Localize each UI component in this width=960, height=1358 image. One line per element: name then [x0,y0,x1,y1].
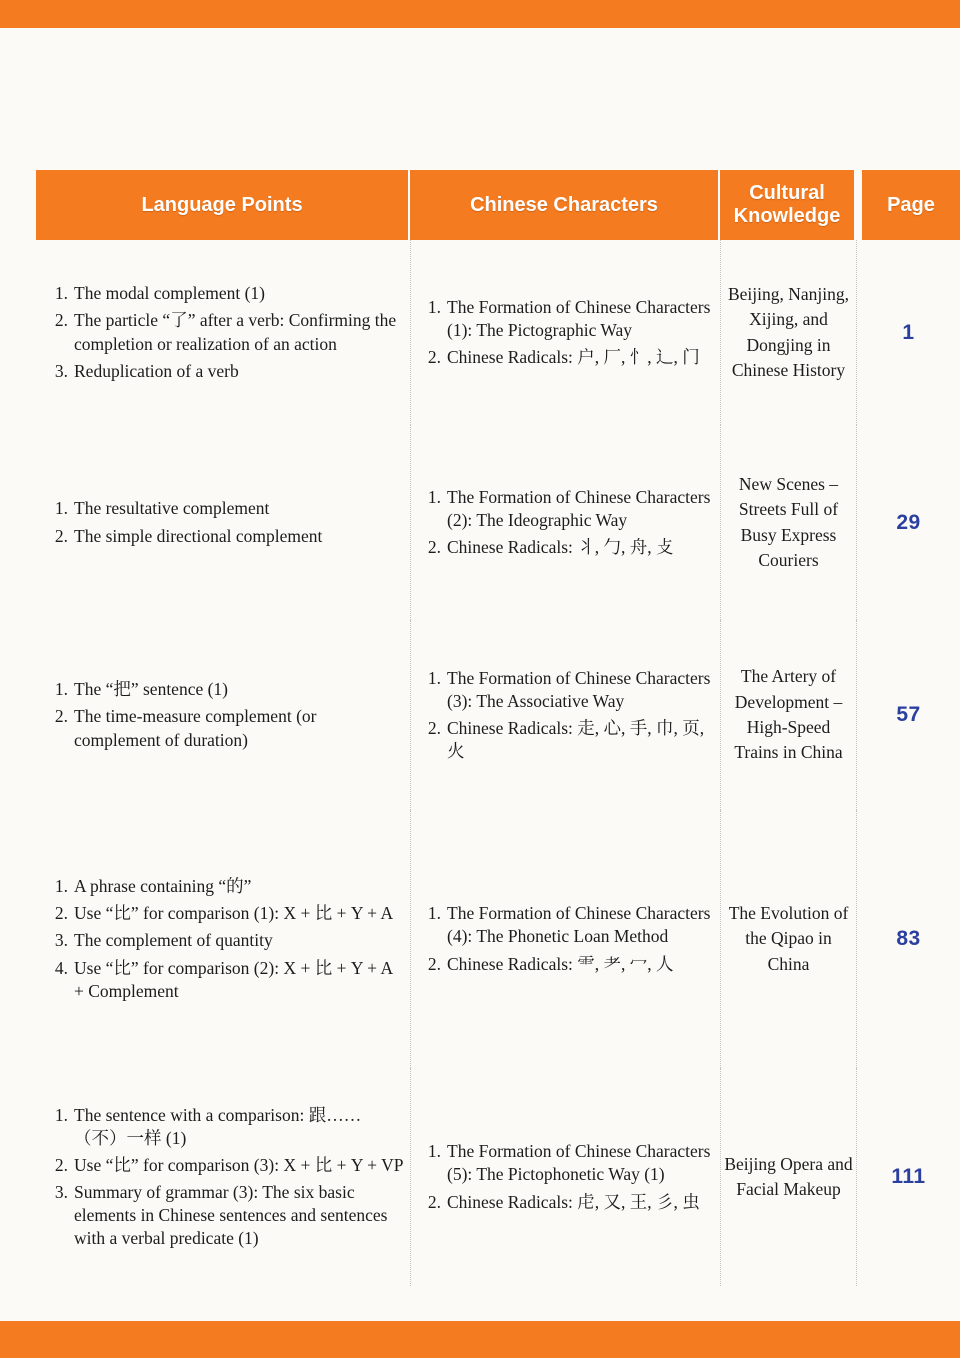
page-number-cell [856,425,960,620]
list-item: 2. The time-measure complement (or complement of duration) [54,706,317,750]
bottom-accent-bar [0,1321,960,1358]
language-points-cell [36,810,410,1068]
list-item: 2. Chinese Radicals: 虍, 又, 王, 彡, 虫 [427,1191,700,1212]
page-number: 111 [891,1165,926,1188]
table-row [36,240,960,425]
list-item: 3. The complement of quantity [54,930,273,951]
language-points-cell [36,1068,410,1286]
list-item: 1. The Formation of Chinese Characters (3): The Associative Way [427,667,711,711]
cultural-knowledge-cell: New Scenes – Streets Full of Busy Express Couriers [720,425,856,620]
list-item: 4. Use “比” for comparison (2): X + 比 + Y + A + Complement [54,957,393,1001]
list-item: 2. Use “比” for comparison (1): X + 比 + Y + A [54,903,394,924]
page-number: 57 [896,703,921,726]
chinese-characters-cell [410,240,720,425]
list-item: 2. Chinese Radicals: 走, 心, 手, 巾, 页, 火 [427,718,705,762]
list-item: 1. The “把” sentence (1) [54,679,229,700]
page-number: 1 [902,320,915,344]
page-number-cell [856,810,960,1068]
list-item: 1. The sentence with a comparison: 跟……（不）一样 (1) [54,1104,362,1148]
cultural-knowledge-cell: Beijing, Nanjing, Xijing, and Dongjing in Chinese History [720,240,856,425]
chinese-characters-cell [410,425,720,620]
cultural-knowledge-cell: Beijing Opera and Facial Makeup [720,1068,856,1286]
list-item: 1. The Formation of Chinese Characters (5): The Pictophonetic Way (1) [427,1141,711,1185]
list-item: 3. Summary of grammar (3): The six basic elements in Chinese sentences and sentences with a verbal predicate (1) [54,1182,388,1249]
list-item: 3. Reduplication of a verb [54,360,239,381]
page-number-cell [856,240,960,425]
language-points-cell [36,240,410,425]
cultural-knowledge-cell: The Artery of Development – High-Speed Trains in China [720,620,856,810]
top-accent-bar [0,0,960,28]
list-item: 1. The resultative complement [54,498,270,519]
language-points-cell [36,620,410,810]
list-item: 2. The particle “了” after a verb: Confirming the completion or realization of an action [54,310,397,354]
page-number-cell [856,620,960,810]
list-item: 1. A phrase containing “的” [54,876,252,897]
list-item: 1. The modal complement (1) [54,283,265,304]
column-header-page: Page [862,170,960,240]
language-points-cell [36,425,410,620]
column-header-language-points: Language Points [36,170,408,240]
list-item: 2. The simple directional complement [54,525,323,546]
list-item: 1. The Formation of Chinese Characters (4): The Phonetic Loan Method [427,903,711,947]
column-header-chinese-characters: Chinese Characters [410,170,718,240]
table-row [36,425,960,620]
list-item: 1. The Formation of Chinese Characters (1): The Pictographic Way [427,296,711,340]
page-number: 83 [896,927,921,950]
table-row [36,810,960,1068]
list-item: 2. Chinese Radicals: ⻗, 耂, 冖, 人 [427,953,674,974]
contents-table [36,170,960,1286]
list-item: 1. The Formation of Chinese Characters (2): The Ideographic Way [427,486,711,530]
chinese-characters-cell [410,1068,720,1286]
list-item: 2. Chinese Radicals: 户, 厂, 忄, 辶, 门 [427,347,700,368]
cultural-knowledge-cell: The Evolution of the Qipao in China [720,810,856,1068]
page-number: 29 [896,510,921,534]
list-item: 2. Use “比” for comparison (3): X + 比 + Y + VP [54,1154,404,1175]
table-header-row [36,170,960,240]
chinese-characters-cell [410,810,720,1068]
column-header-cultural-knowledge: Cultural Knowledge [720,170,854,240]
chinese-characters-cell [410,620,720,810]
list-item: 2. Chinese Radicals: 丬, 勹, 舟, 攴 [427,537,674,558]
table-row [36,1068,960,1286]
header-gap [854,170,862,240]
page-number-cell [856,1068,960,1286]
table-row [36,620,960,810]
